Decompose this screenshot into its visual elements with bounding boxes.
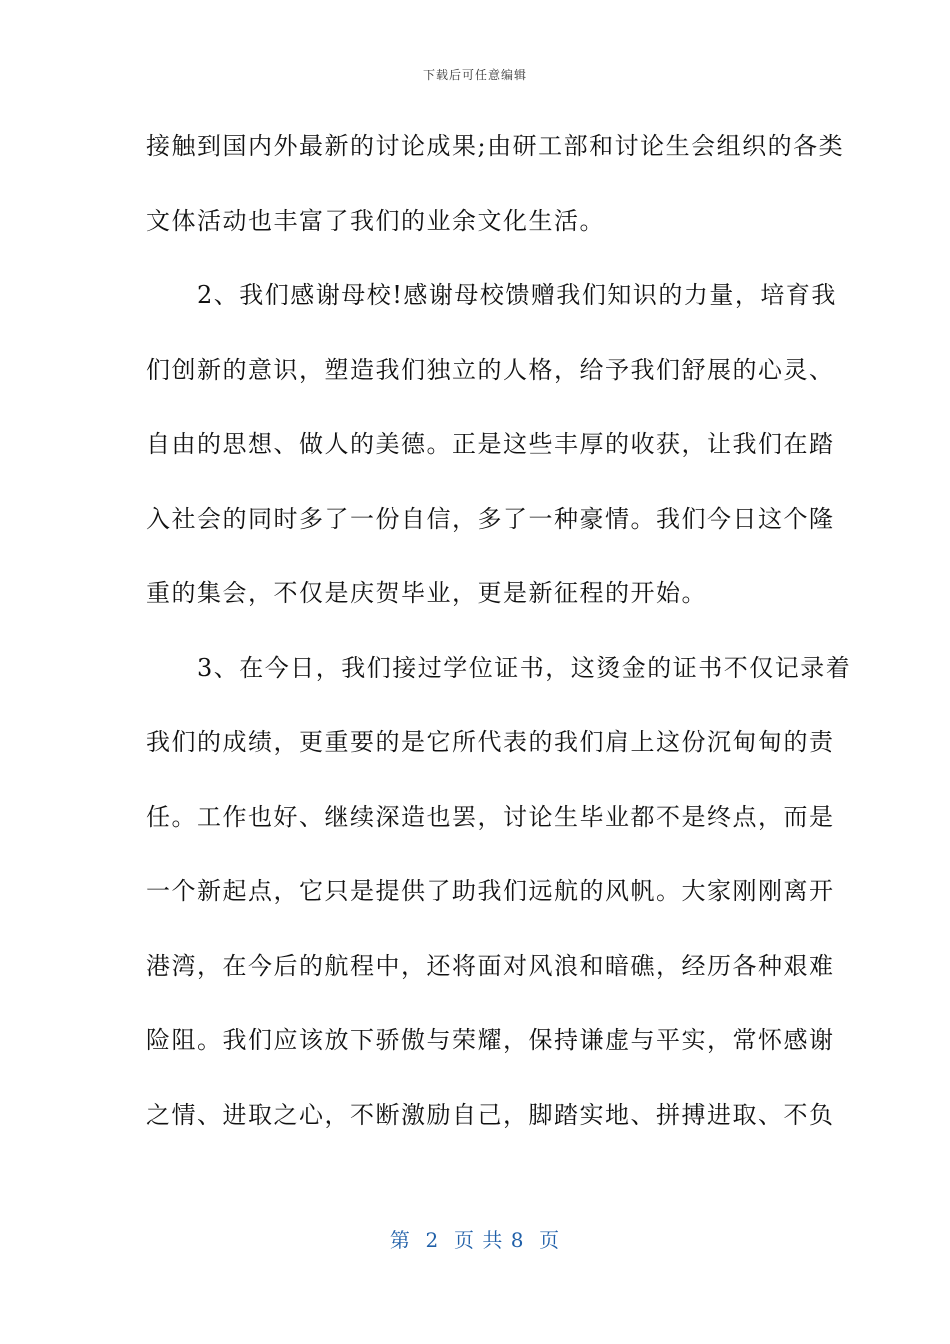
text-line: 自由的思想、做人的美德。正是这些丰厚的收获，让我们在踏 bbox=[146, 430, 835, 458]
text-line: 一个新起点，它只是提供了助我们远航的风帆。大家刚刚离开 bbox=[146, 877, 835, 905]
text-line: 文体活动也丰富了我们的业余文化生活。 bbox=[146, 206, 605, 235]
text-line: 3、在今日，我们接过学位证书，这烫金的证书不仅记录着 bbox=[146, 653, 852, 682]
text-line: 我们的成绩，更重要的是它所代表的我们肩上这份沉甸甸的责 bbox=[146, 728, 835, 756]
text-line: 之情、进取之心，不断激励自己，脚踏实地、拼搏进取、不负 bbox=[146, 1100, 835, 1129]
text-line: 重的集会，不仅是庆贺毕业，更是新征程的开始。 bbox=[146, 579, 707, 607]
header-note: 下载后可任意编辑 bbox=[422, 68, 527, 82]
text-line: 们创新的意识，塑造我们独立的人格，给予我们舒展的心灵、 bbox=[146, 355, 835, 384]
text-line: 2、我们感谢母校!感谢母校馈赠我们知识的力量，培育我 bbox=[146, 281, 837, 309]
text-line: 港湾，在今后的航程中，还将面对风浪和暗礁，经历各种艰难 bbox=[146, 951, 835, 980]
text-line: 入社会的同时多了一份自信，多了一种豪情。我们今日这个隆 bbox=[146, 504, 835, 533]
text-line: 险阻。我们应该放下骄傲与荣耀，保持谦虚与平实，常怀感谢 bbox=[146, 1026, 835, 1054]
document-body bbox=[146, 121, 852, 1164]
text-line: 接触到国内外最新的讨论成果;由研工部和讨论生会组织的各类 bbox=[146, 132, 845, 160]
text-line: 任。工作也好、继续深造也罢，讨论生毕业都不是终点，而是 bbox=[146, 802, 835, 831]
page-number-footer: 第 2 页 共 8 页 bbox=[389, 1228, 561, 1252]
